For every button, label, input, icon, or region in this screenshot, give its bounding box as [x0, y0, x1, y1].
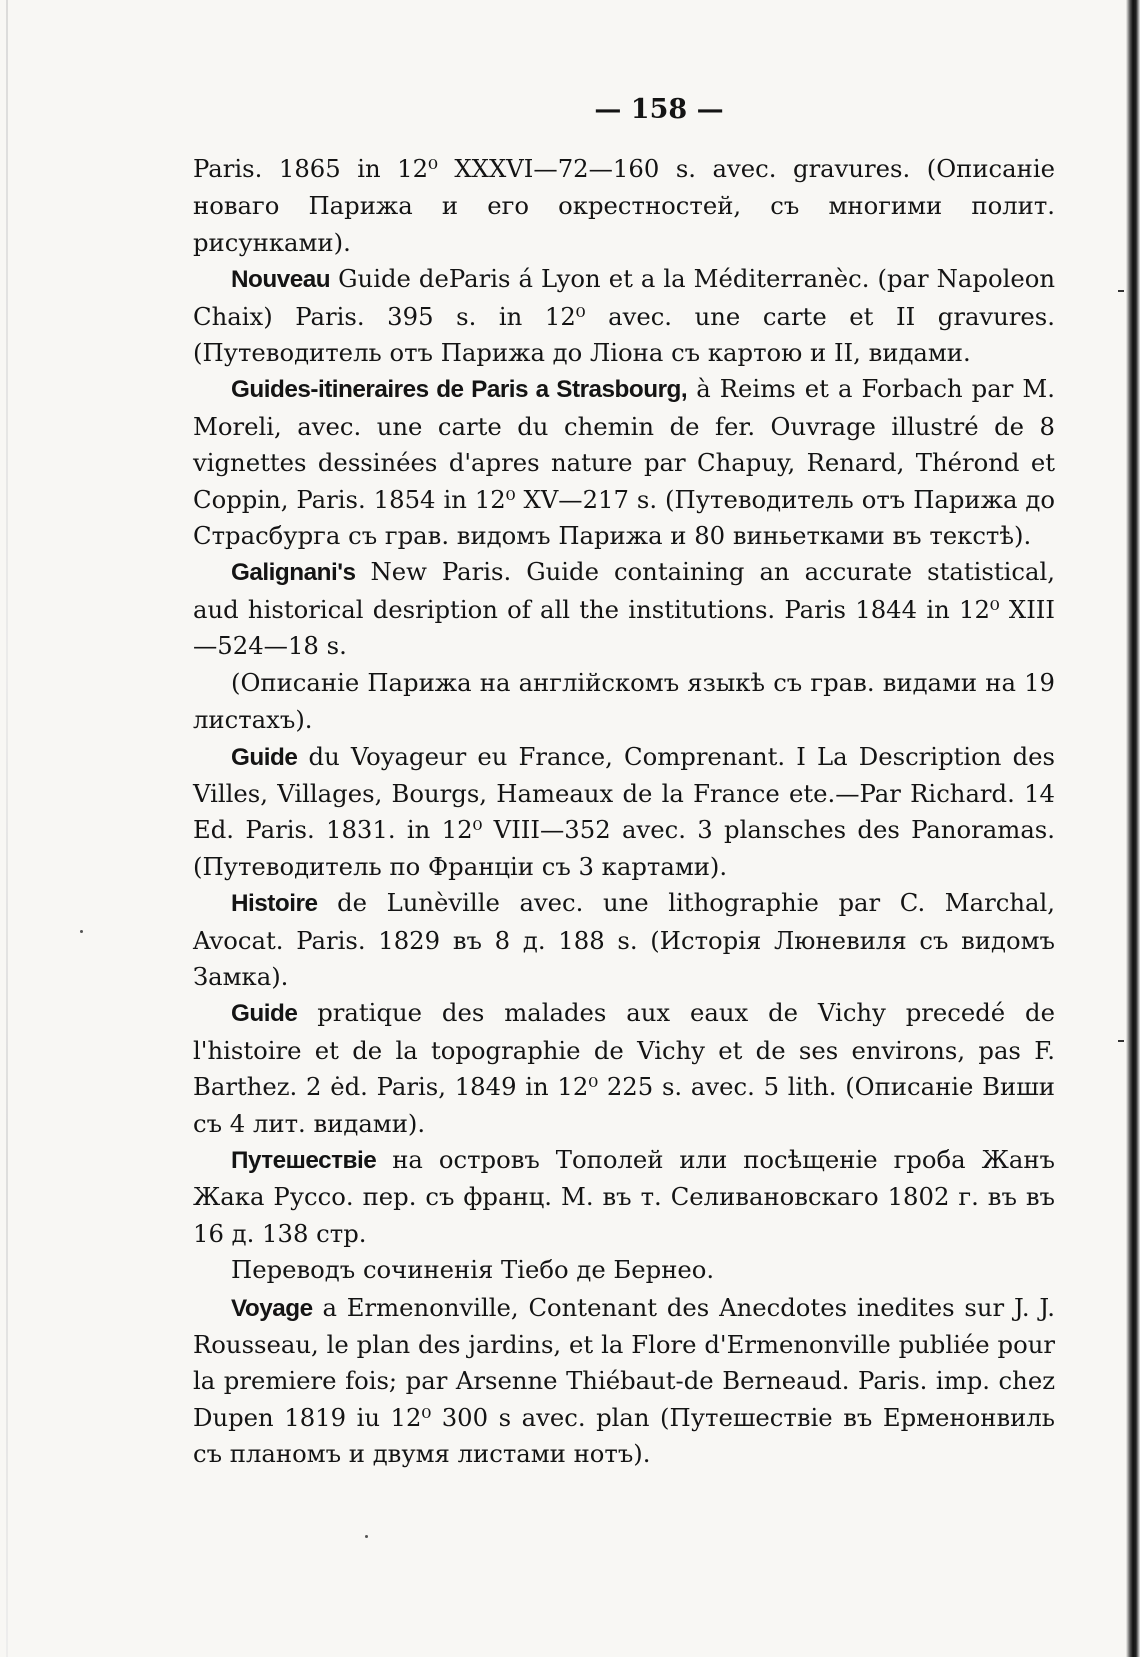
entry-text: на островъ Тополей или посѣщеніе гроба Жанъ Жака Руссо. пер. съ франц. М. въ т. Селивановскаго 1802 г. въ въ 16 д. 138 стр.: [193, 1144, 1055, 1248]
entry-lead: Galignani's: [231, 559, 356, 587]
entry-text: pratique des malades aux eaux de Vichy precedé de l'histoire et de la topographie de Vichy et de ses environs, pas F. Barthez. 2 ėd. Paris, 1849 in 12⁰ 225 s. avec. 5 lith. (Описаніе Виши съ 4 лит. видами).: [193, 998, 1055, 1138]
entry-paragraph: [193, 1290, 1055, 1473]
scan-speck: [1118, 1040, 1124, 1042]
entry-lead: Guides-itineraires de Paris a Strasbourg,: [231, 376, 688, 404]
entry-text: Paris. 1865 in 12⁰ XXXVI—72—160 s. avec. gravures. (Описаніе новаго Парижа и его окрестностей, съ многими полит. рисунками).: [193, 154, 1055, 257]
entry-text: Переводъ сочиненія Тіебо де Бернео.: [231, 1255, 715, 1285]
entry-text: de Lunèville avec. une lithographie par C. Marchal, Avocat. Paris. 1829 въ 8 д. 188 s. (Исторія Люневиля съ видомъ Замка).: [193, 888, 1055, 991]
entry-paragraph: [193, 151, 1055, 261]
page-edge-right: [1126, 0, 1140, 1657]
entry-lead: Nouveau: [231, 266, 331, 294]
entry-lead: Histoire: [231, 890, 318, 918]
page-text: [193, 92, 1055, 1473]
entry-paragraph: [193, 371, 1055, 554]
entry-lead: Voyage: [231, 1294, 313, 1322]
scan-speck: [80, 930, 83, 933]
entry-paragraph: [193, 885, 1055, 995]
page-edge-left: [6, 0, 8, 1657]
entry-paragraph: [193, 1142, 1055, 1252]
entry-text: du Voyageur eu France, Comprenant. I La Description des Villes, Villages, Bourgs, Hameaux de la France ete.—Par Richard. 14 Ed. Paris. 1831. in 12⁰ VIII—352 avec. 3 plansches des Panoramas. (Путеводитель по Франціи съ 3 картами).: [193, 741, 1055, 881]
entry-text: Guide deParis á Lyon et a la Méditerranèc. (par Napoleon Chaix) Paris. 395 s. in 12⁰ avec. une carte et II gravures. (Путеводитель отъ Парижа до Ліона съ картою и II, видами.: [193, 264, 1055, 368]
entry-lead: Guide: [231, 1000, 298, 1028]
entry-lead: Путешествіе: [231, 1146, 377, 1174]
scan-speck: [365, 1535, 368, 1538]
entry-text: a Ermenonville, Contenant des Anecdotes inedites sur J. J. Rousseau, le plan des jardins, et la Flore d'Ermenonville publiée pour la premiere fois; par Arsenne Thiébaut-de Berneaud. Paris. imp. chez Dupen 1819 iu 12⁰ 300 s avec. plan (Путешествіе въ Ерменонвиль съ планомъ и двумя листами нотъ).: [193, 1292, 1055, 1469]
entry-text: à Reims et a Forbach par M. Moreli, avec. une carte du chemin de fer. Ouvrage illustré de 8 vignettes dessinées d'apres nature par Chapuy, Renard, Thérond et Coppin, Paris. 1854 in 12⁰ XV—217 s. (Путеводитель отъ Парижа до Страсбурга съ грав. видомъ Парижа и 80 виньетками въ текстѣ).: [193, 374, 1055, 551]
entry-paragraph: [193, 995, 1055, 1142]
entry-text: New Paris. Guide containing an accurate statistical, aud historical desription of all the institutions. Paris 1844 in 12⁰ XIII—524—18 s.: [193, 557, 1055, 661]
entry-lead: Guide: [231, 743, 298, 771]
entry-paragraph: [193, 1252, 1055, 1289]
entry-paragraph: [193, 665, 1055, 739]
entry-text: (Описаніе Парижа на англійскомъ языкѣ съ грав. видами на 19 листахъ).: [193, 667, 1055, 735]
scan-speck: [1118, 290, 1124, 292]
entry-paragraph: [193, 554, 1055, 664]
entry-paragraph: [193, 739, 1055, 886]
page-number: — 158 —: [594, 94, 724, 125]
entry-paragraph: [193, 261, 1055, 371]
